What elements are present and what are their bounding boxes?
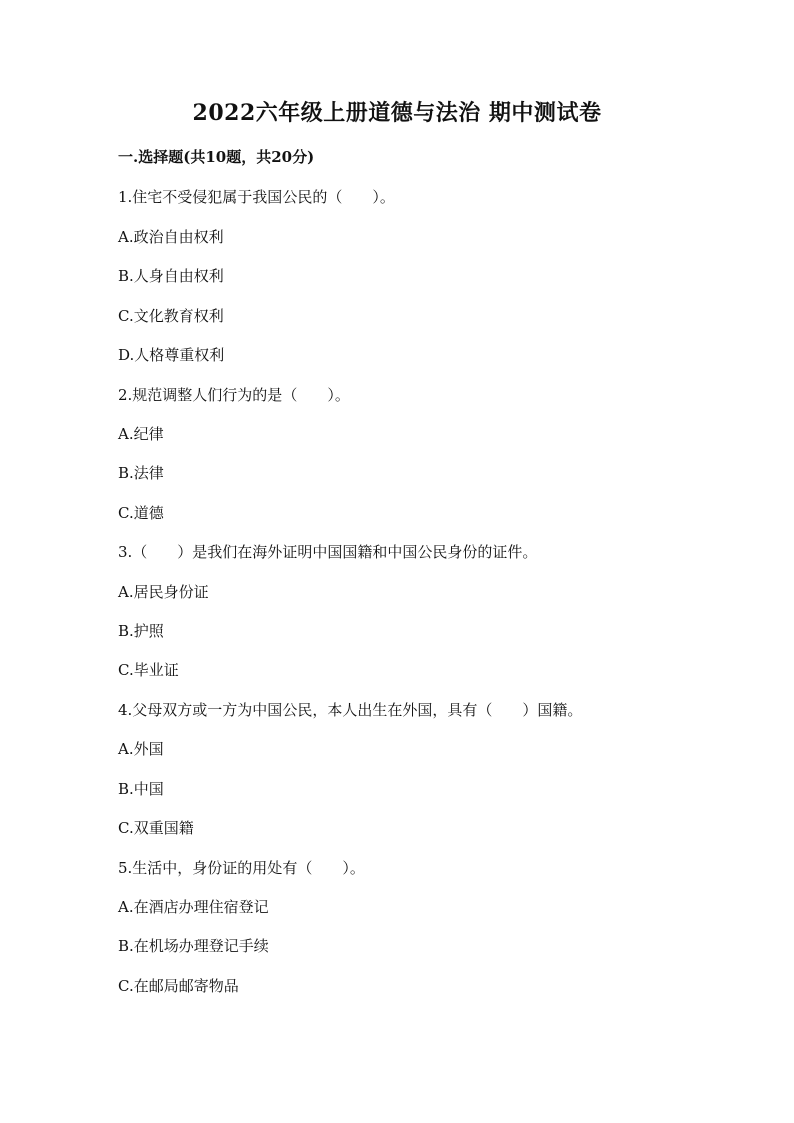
question-1-option-b: B.人身自由权利 <box>118 267 224 285</box>
section-heading: 一.选择题(共10题，共20分) <box>118 148 315 166</box>
question-1-option-c: C.文化教育权利 <box>118 307 224 325</box>
question-2-option-c: C.道德 <box>118 504 164 522</box>
question-5-stem: 5.生活中，身份证的用处有（ ）。 <box>118 859 365 877</box>
question-1-option-a: A.政治自由权利 <box>118 228 224 246</box>
question-1-stem: 1.住宅不受侵犯属于我国公民的（ ）。 <box>118 188 395 206</box>
question-1-option-d: D.人格尊重权利 <box>118 346 225 364</box>
question-3-stem: 3.（ ）是我们在海外证明中国国籍和中国公民身份的证件。 <box>118 543 538 561</box>
question-4-option-b: B.中国 <box>118 780 164 798</box>
question-5-option-a: A.在酒店办理住宿登记 <box>118 898 269 916</box>
question-5-option-c: C.在邮局邮寄物品 <box>118 977 239 995</box>
question-3-option-a: A.居民身份证 <box>118 583 209 601</box>
question-2-stem: 2.规范调整人们行为的是（ ）。 <box>118 386 350 404</box>
question-4-stem: 4.父母双方或一方为中国公民，本人出生在外国，具有（ ）国籍。 <box>118 701 583 719</box>
question-4-option-a: A.外国 <box>118 740 164 758</box>
question-4-option-c: C.双重国籍 <box>118 819 194 837</box>
question-2-option-a: A.纪律 <box>118 425 164 443</box>
question-3-option-b: B.护照 <box>118 622 164 640</box>
question-2-option-b: B.法律 <box>118 464 164 482</box>
question-5-option-b: B.在机场办理登记手续 <box>118 937 269 955</box>
exam-title: 2022六年级上册道德与法治 期中测试卷 <box>192 100 602 126</box>
question-3-option-c: C.毕业证 <box>118 661 179 679</box>
